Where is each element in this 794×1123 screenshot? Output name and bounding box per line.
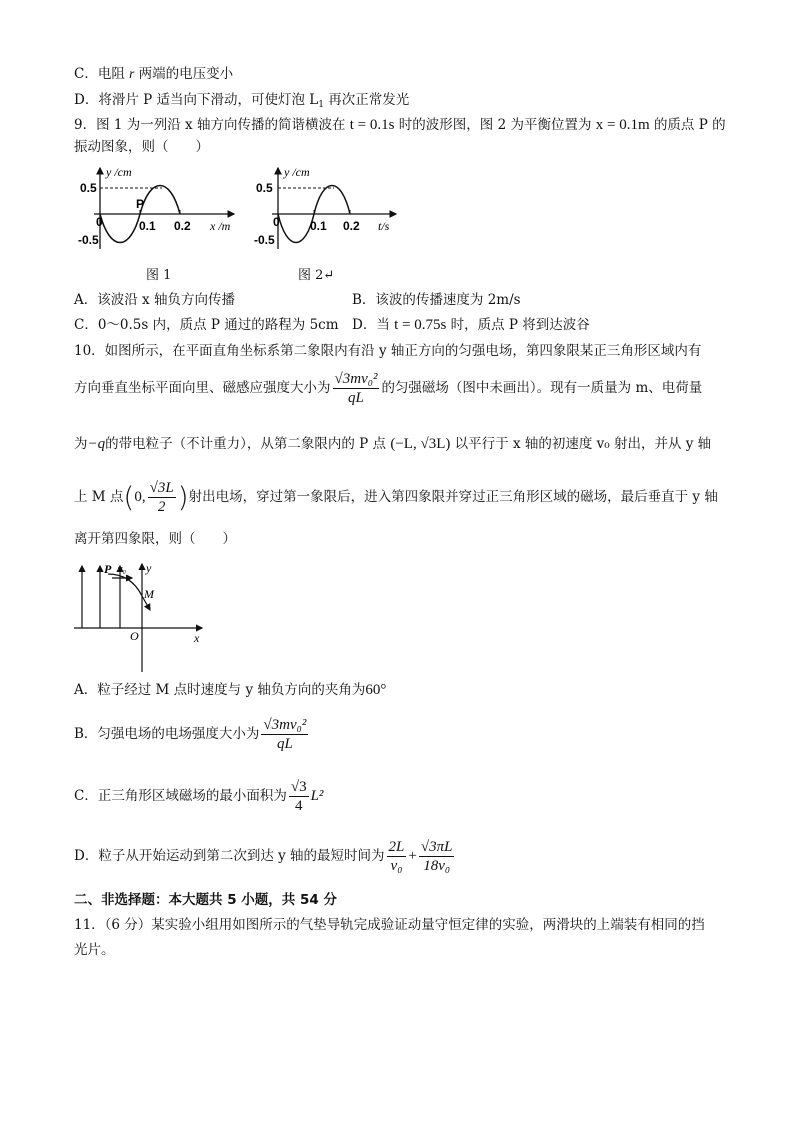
fig2-x-label: t/s [378, 219, 390, 233]
q10-m-fraction: $\frac{√3L}{2}$ [149, 480, 174, 515]
q9-stem: 9．图 1 为一列沿 x 轴方向传播的简谐横波在 t = 0.1s 时的波形图，图 2 为平衡位置为 x = 0.1m 的质点 P 的 [74, 117, 726, 133]
fig2-tick1-label: 0.1 [310, 219, 327, 233]
q9-wave-figure-2 [238, 164, 408, 254]
q11-line-1: 11．（6 分）某实验小组用如图所示的气垫导轨完成验证动量守恒定律的实验，两滑块的上端装有相同的挡 [74, 917, 705, 933]
q10-line-5: 离开第四象限，则（ ） [74, 531, 236, 547]
q10-option-b: B．匀强电场的电场强度大小为 $\frac{\text{√3mv₀²}}{qL}$ [74, 717, 307, 752]
fig2-tick2-label: 0.2 [343, 219, 360, 233]
q10-trajectory-1 [108, 574, 142, 596]
q9-option-b: B．该波的传播速度为 2m/s [352, 292, 521, 308]
section-2-title: 二、非选择题：本大题共 5 小题，共 54 分 [74, 892, 337, 908]
q10-fig-v0: v₀ [118, 564, 126, 575]
q10-option-b-fraction: $\frac{\text{√3mv₀²}}{qL}$ [263, 717, 307, 752]
q10-fig-o: O [130, 629, 139, 643]
q10-b-fraction: $\frac{\text{√3mv₀²}}{qL}$ [334, 371, 378, 406]
q10-line-3: 为−q的带电粒子（不计重力），从第二象限内的 P 点 (−L, √3L) 以平行于 x 轴的初速度 v₀ 射出，并从 y 轴 [74, 436, 712, 452]
fig1-y-top: 0.5 [80, 181, 97, 195]
q10-fig-p: P [104, 562, 112, 576]
q10-option-a: A．粒子经过 M 点时速度与 y 轴负方向的夹角为60° [74, 682, 387, 698]
q11-line-2: 光片。 [74, 942, 115, 958]
fig2-origin: 0 [273, 215, 280, 229]
q10-fig-x: x [194, 631, 200, 645]
fig2-caption: 图 2↵ [298, 268, 335, 283]
q10-option-d-fraction-1: $\frac{2L}{\text{v₀}}$ [388, 839, 405, 874]
fig1-y-label: y /cm [106, 165, 132, 179]
q9-option-c: C．0～0.5s 内，质点 P 通过的路程为 5cm [74, 317, 339, 333]
q9-stem-line2: 振动图象，则（ ） [74, 139, 209, 155]
fig2-y-top: 0.5 [256, 181, 273, 195]
fig1-y-bottom: -0.5 [78, 233, 99, 247]
q10-option-d: D．粒子从开始运动到第二次到达 y 轴的最短时间为 $\frac{2L}{\text{v₀}}$ + $\frac{√3\pi L}{\text{18v₀}}$ [74, 839, 453, 874]
fig1-tick2-label: 0.2 [174, 219, 191, 233]
q10-option-c: C．正三角形区域磁场的最小面积为 $\frac{√3}{4}$ L² [74, 779, 324, 814]
fig1-x-label: x /m [210, 219, 231, 233]
q10-field-diagram [70, 560, 210, 675]
fig1-origin: 0 [96, 215, 103, 229]
q10-option-c-fraction: $\frac{√3}{4}$ [290, 779, 307, 814]
fig2-y-label: y /cm [284, 165, 310, 179]
fig1-tick1-label: 0.1 [139, 219, 156, 233]
q10-p-coordinate: (−L, √3L) [390, 436, 451, 452]
q10-line-4: 上 M 点(0, $\frac{√3L}{2}$ )射出电场，穿过第一象限后，进入第四象限并穿过正三角形区域的磁场，最后垂直于 y 轴 [74, 480, 718, 515]
q10-line-2: 方向垂直坐标平面向里、磁感应强度大小为 $\frac{\text{√3mv₀²}}{qL}$ 的匀强磁场（图中未画出）。现有一质量为 m、电荷量 [74, 371, 703, 406]
q9-wave-figure-1 [78, 164, 248, 254]
q10-line-1: 10．如图所示，在平面直角坐标系第二象限内有沿 y 轴正方向的匀强电场，第四象限某正三角形区域内有 [74, 343, 702, 359]
fig1-point-p: P [136, 197, 145, 211]
q10-fig-m: M [144, 587, 154, 601]
q9-option-a: A．该波沿 x 轴负方向传播 [74, 292, 235, 308]
fig1-caption: 图 1 [146, 268, 172, 283]
q9-option-d: D．当 t = 0.75s 时，质点 P 将到达波谷 [352, 317, 590, 333]
fig2-y-bottom: -0.5 [254, 233, 275, 247]
q10-fig-y: y [146, 561, 152, 575]
q10-option-d-fraction-2: $\frac{√3\pi L}{\text{18v₀}}$ [420, 839, 453, 874]
q8-option-c: C．电阻 r 两端的电压变小 [74, 66, 234, 82]
q8-option-d: D．将滑片 P 适当向下滑动，可使灯泡 $L_1$ 再次正常发光 [74, 92, 410, 110]
